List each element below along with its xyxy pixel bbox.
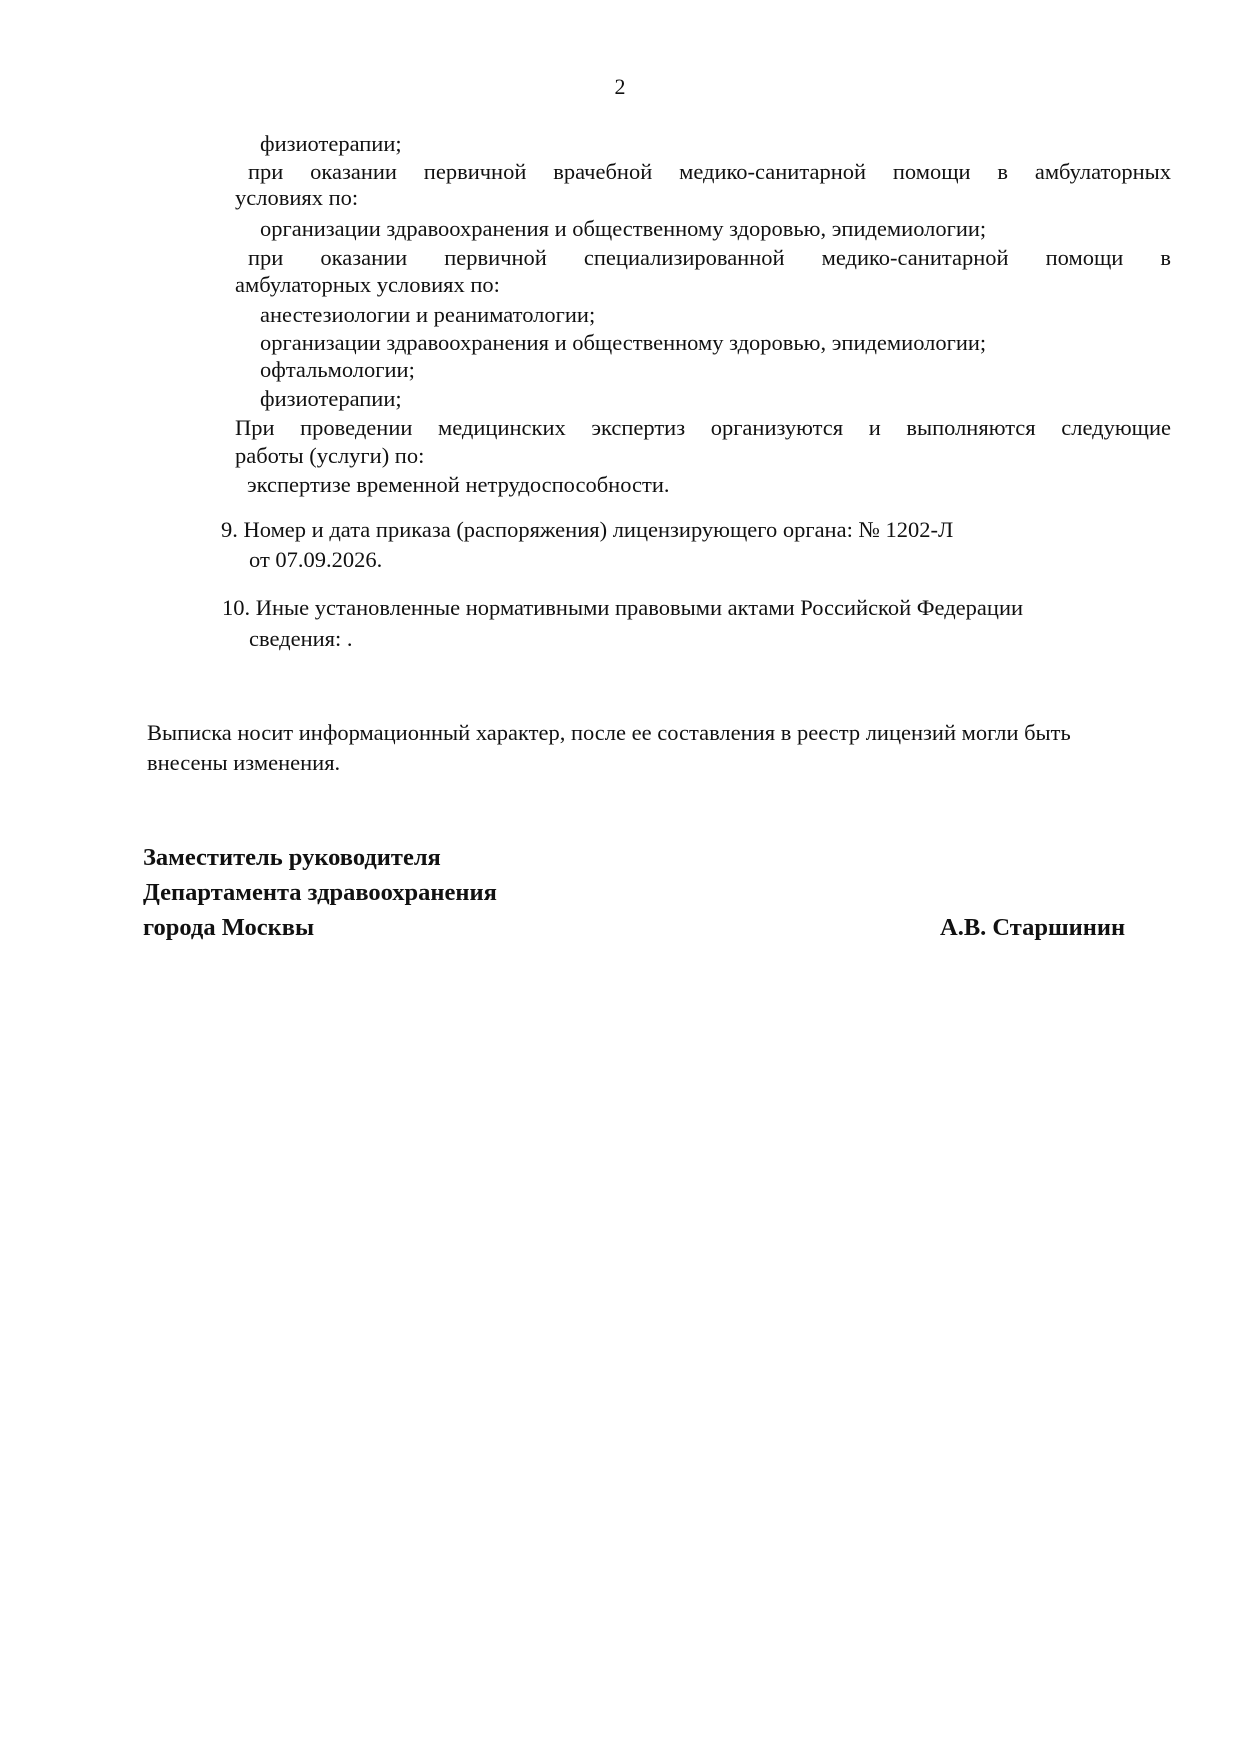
activity-line: анестезиологии и реаниматологии; [260, 302, 596, 327]
item-10-line-1: 10. Иные установленные нормативными правовыми актами Российской Федерации [222, 595, 1024, 620]
activity-line: амбулаторных условиях по: [235, 272, 500, 297]
activity-line: При проведении медицинских экспертиз организуются и выполняются следующие [235, 415, 1171, 440]
item-10-line-2: сведения: . [249, 626, 353, 651]
note-line-2: внесены изменения. [147, 750, 341, 775]
item-9-line-1: 9. Номер и дата приказа (распоряжения) лицензирующего органа: № 1202-Л [221, 517, 954, 542]
signatory-name: А.В. Старшинин [940, 914, 1126, 941]
item-9-line-2: от 07.09.2026. [249, 547, 383, 572]
note-line-1: Выписка носит информационный характер, после ее составления в реестр лицензий могли быть [147, 720, 1071, 745]
page-number: 2 [614, 74, 626, 99]
activity-line: при оказании первичной врачебной медико-санитарной помощи в амбулаторных [248, 159, 1171, 184]
activity-line: организации здравоохранения и общественному здоровью, эпидемиологии; [260, 216, 987, 241]
activity-line: при оказании первичной специализированной медико-санитарной помощи в [248, 245, 1171, 270]
activity-line: экспертизе временной нетрудоспособности. [247, 472, 670, 497]
signatory-title-line-1: Заместитель руководителя [143, 844, 441, 871]
activity-line: условиях по: [235, 185, 359, 210]
activity-line: физиотерапии; [260, 386, 402, 411]
activity-line: физиотерапии; [260, 131, 402, 156]
activity-line: офтальмологии; [260, 357, 415, 382]
activity-line: организации здравоохранения и общественному здоровью, эпидемиологии; [260, 330, 987, 355]
signatory-title-line-3: города Москвы [143, 914, 315, 941]
signatory-title-line-2: Департамента здравоохранения [143, 879, 497, 906]
activity-line: работы (услуги) по: [235, 443, 425, 468]
